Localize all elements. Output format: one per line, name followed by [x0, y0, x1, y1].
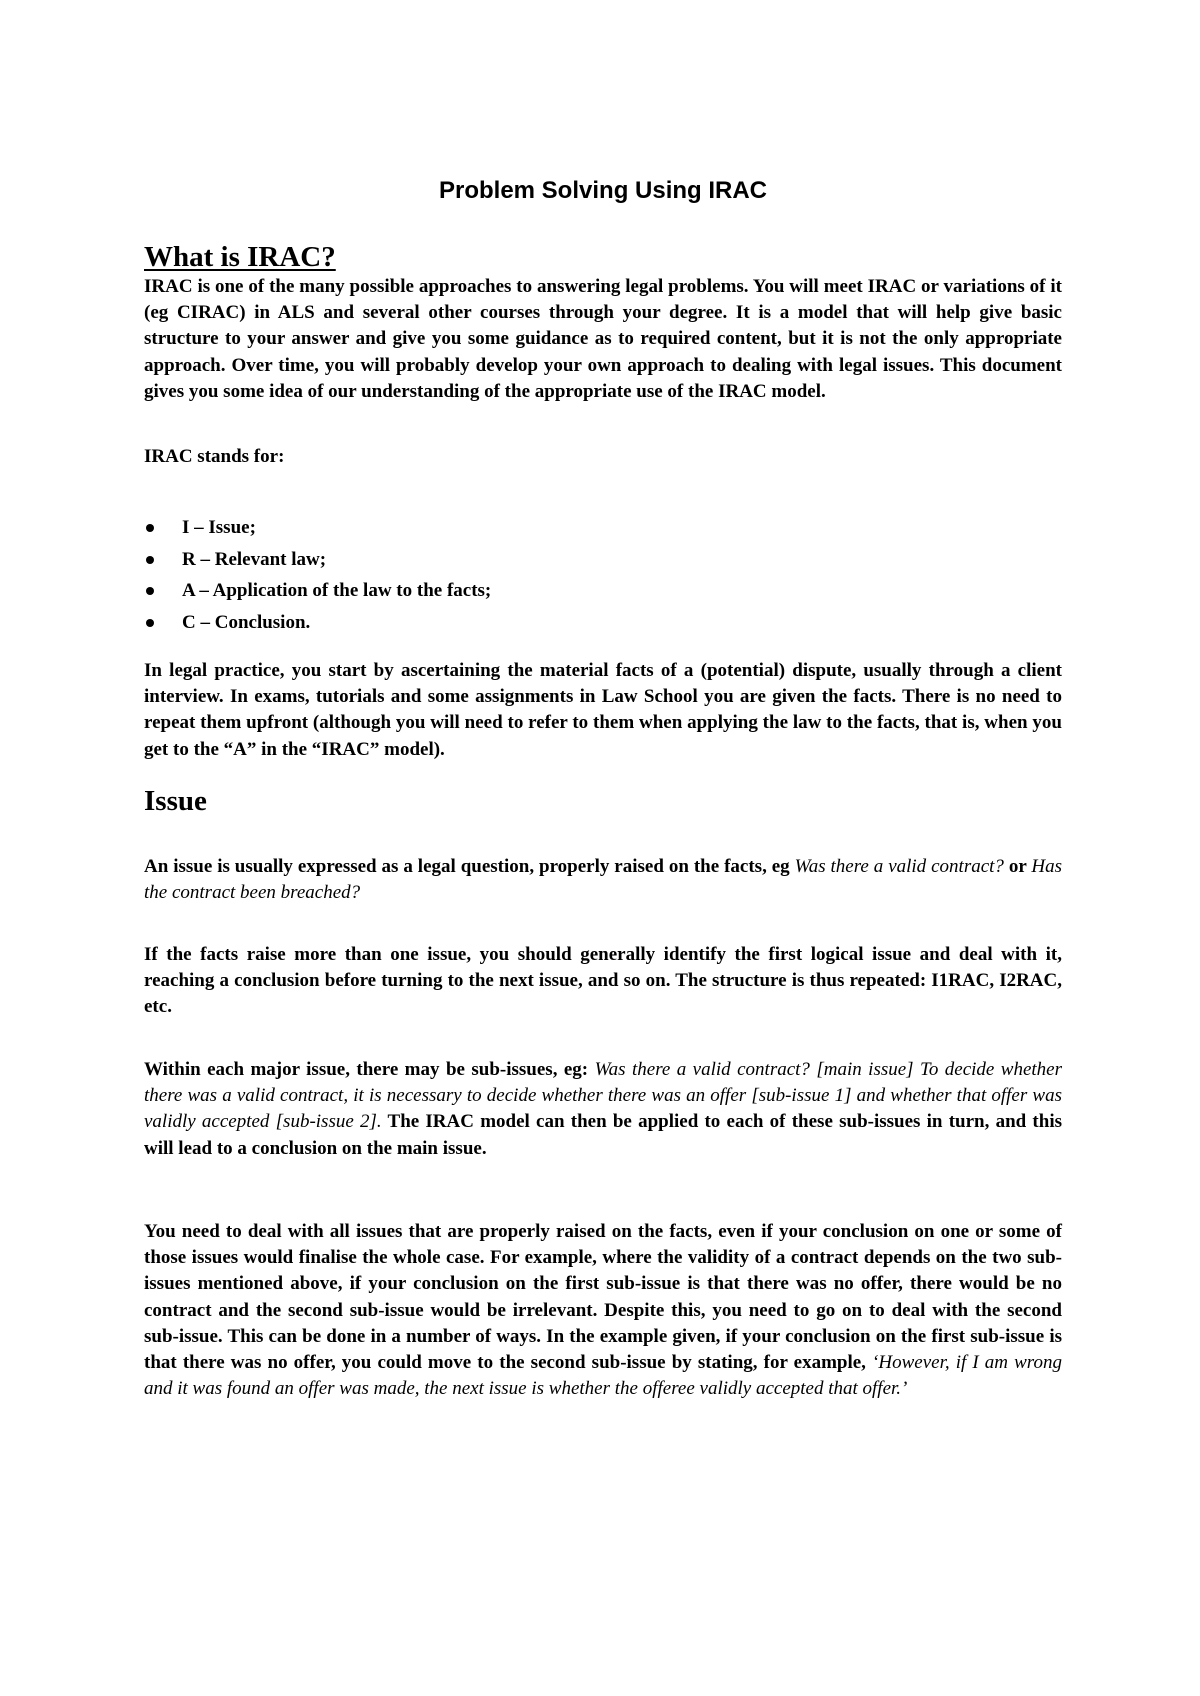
list-item-text: I – Issue;: [182, 517, 256, 538]
list-item: [144, 512, 491, 544]
bullet-icon: [146, 619, 154, 627]
bullet-icon: [146, 524, 154, 532]
issue-paragraph-3: [144, 1057, 1062, 1162]
issue-paragraph-4: [144, 1219, 1062, 1402]
paragraph-text: or: [1003, 856, 1032, 877]
list-item: [144, 544, 491, 576]
stands-for-label: IRAC stands for:: [144, 446, 285, 467]
document-title: Problem Solving Using IRAC: [438, 177, 768, 204]
list-item-text: A – Application of the law to the facts;: [182, 580, 492, 601]
section-heading-what-is-irac: What is IRAC?: [144, 241, 336, 273]
list-item-text: R – Relevant law;: [182, 548, 327, 570]
list-item: [144, 607, 491, 639]
section-heading-issue: Issue: [144, 785, 207, 817]
irac-list: [144, 512, 491, 638]
example-question: Has the contract been breached?: [144, 856, 1063, 904]
paragraph-text: Within each major issue, there may be sub-issues, eg:: [144, 1059, 595, 1080]
legal-practice-paragraph: In legal practice, you start by ascertaining the material facts of a (potential) dispute, usually through a client interview. In exams, tutorials and some assignments in Law School you are given the facts. There is no need to repeat them upfront (although you will need to refer to them when applying the law to the facts, that is, when you get to the “A” in the “IRAC” model).: [144, 660, 1062, 760]
issue-paragraph-2: If the facts raise more than one issue, you should generally identify the first logical issue and deal with it, reaching a conclusion before turning to the next issue, and so on. The structure is thus repeated: I1RAC, I2RAC, etc.: [144, 944, 1062, 1018]
paragraph-text: The IRAC model can then be applied to each of these sub-issues in turn, and this will lead to a conclusion on the main issue.: [144, 1111, 1062, 1159]
list-item: [144, 575, 491, 607]
paragraph-text: You need to deal with all issues that are properly raised on the facts, even if your conclusion on one or some of those issues would finalise the whole case. For example, where the validity of a contract depends on the two sub-issues mentioned above, if your conclusion on the first sub-issue is that there was no offer, there would be no contract and the second sub-issue would be irrelevant. Despite this, you need to go on to deal with the second sub-issue. This can be done in a number of ways. In the example given, if your conclusion on the first sub-issue is that there was no offer, you could move to the second sub-issue by stating, for example,: [144, 1221, 1062, 1374]
intro-paragraph: IRAC is one of the many possible approaches to answering legal problems. You will meet IRAC or variations of it (eg CIRAC) in ALS and several other courses through your degree. It is a model that will help give basic structure to your answer and give you some guidance as to required content, but it is not the only appropriate approach. Over time, you will probably develop your own approach to dealing with legal issues. This document gives you some idea of our understanding of the appropriate use of the IRAC model.: [144, 276, 1062, 402]
example-question: Was there a valid contract?: [794, 856, 1004, 877]
paragraph-text: An issue is usually expressed as a legal question, properly raised on the facts, eg: [144, 856, 795, 877]
example-sub-issues: Was there a valid contract? [main issue] To decide whether there was a valid contract, it is necessary to decide whether there was an offer [sub-issue 1] and whether that offer was validly accepted [sub-issue 2].: [144, 1059, 1062, 1133]
list-item-text: C – Conclusion.: [182, 611, 311, 633]
bullet-icon: [146, 587, 154, 595]
example-statement: ‘However, if I am wrong and it was found an offer was made, the next issue is whether the offeree validly accepted that offer.’: [144, 1352, 1062, 1400]
issue-paragraph-1: [144, 854, 1062, 906]
bullet-icon: [146, 556, 154, 564]
